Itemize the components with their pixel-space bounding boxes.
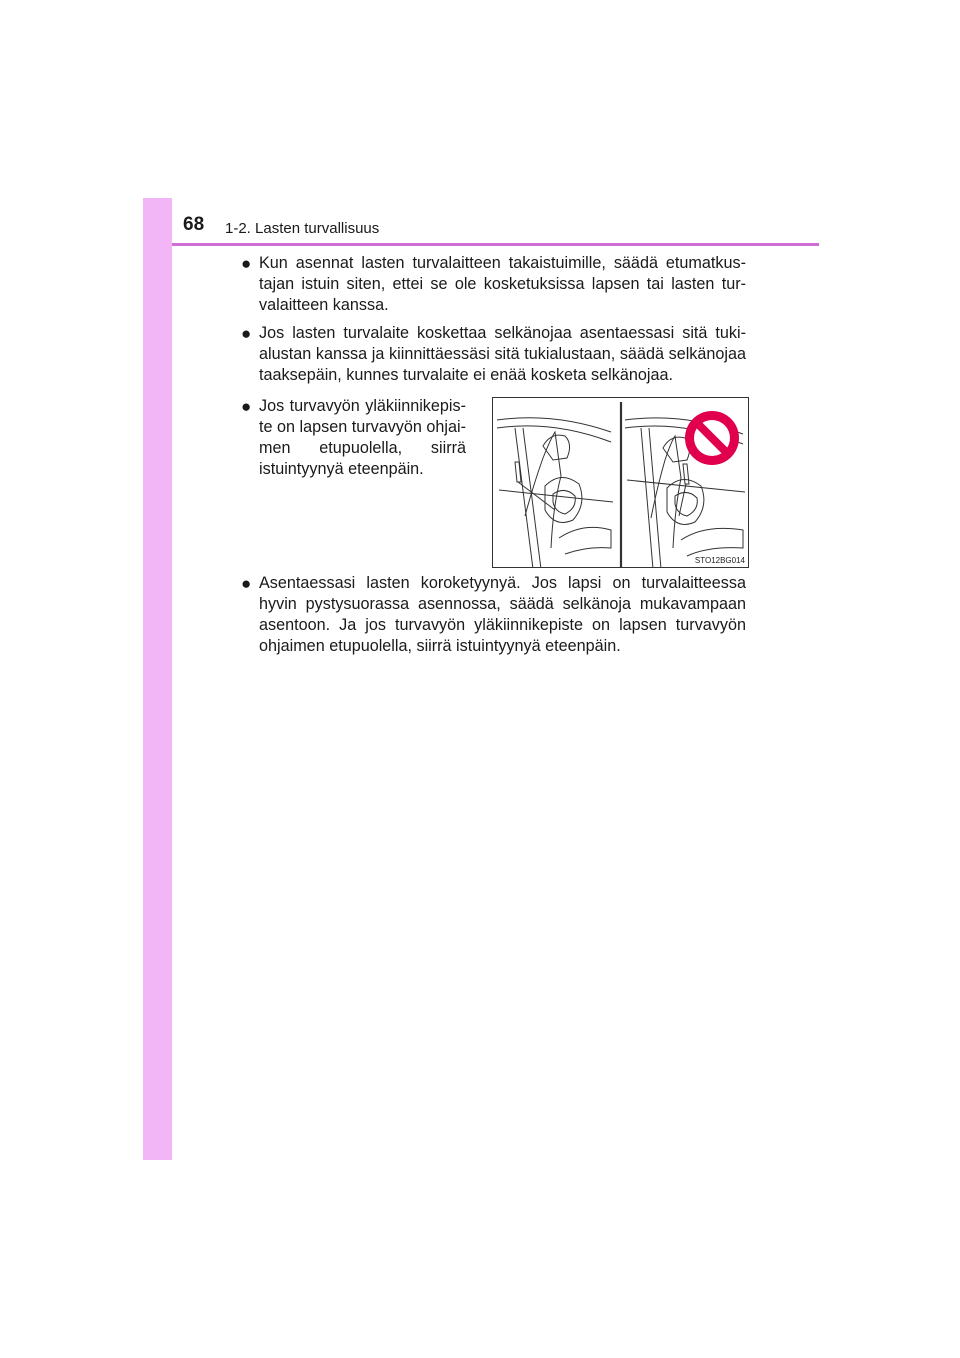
header-rule xyxy=(172,243,819,246)
page-number: 68 xyxy=(183,214,205,235)
bullet-dot-icon: ● xyxy=(241,254,252,273)
bullet-text: Kun asennat lasten turvalaitteen takaistuimille, säädä etumatkustajan istuin siten, ettei se ole kosketuksissa lapsen tai lasten turvalaitteen kanssa. xyxy=(259,254,746,314)
figure-code: STO12BG014 xyxy=(694,556,745,565)
prohibition-icon xyxy=(685,411,739,465)
section-title: 1-2. Lasten turvallisuus xyxy=(225,220,380,237)
bullet-item xyxy=(241,573,746,663)
bullet-item xyxy=(241,323,746,389)
bullet-item xyxy=(241,396,467,486)
bullet-dot-icon: ● xyxy=(241,324,252,343)
seat-illustration-drawing xyxy=(493,398,749,568)
bullet-text: Jos lasten turvalaite koskettaa selkänojaa asentaessasi sitä tukialustan kanssa ja kiinnittäessäsi sitä tukialustaan, säädä selkänojaa taaksepäin, kunnes turvalaite ei enää kosketa selkänojaa. xyxy=(259,324,746,384)
side-tab-strip xyxy=(143,198,172,1160)
seat-illustration xyxy=(492,397,749,568)
bullet-dot-icon: ● xyxy=(241,574,252,593)
bullet-text: Asentaessasi lasten koroketyynyä. Jos lapsi on turvalaitteessa hyvin pystysuorassa asennossa, säädä selkänoja mukavampaan asentoon. Ja jos turvavyön yläkiinnikepiste on lapsen turvavyön ohjaimen etupuolella, siirrä istuintyynyä eteenpäin. xyxy=(259,574,746,655)
bullet-item xyxy=(241,253,746,319)
bullet-text: Jos turvavyön yläkiinnikepiste on lapsen turvavyön ohjaimen etupuolella, siirrä istuintyynyä eteenpäin. xyxy=(259,397,466,478)
bullet-dot-icon: ● xyxy=(241,397,252,416)
